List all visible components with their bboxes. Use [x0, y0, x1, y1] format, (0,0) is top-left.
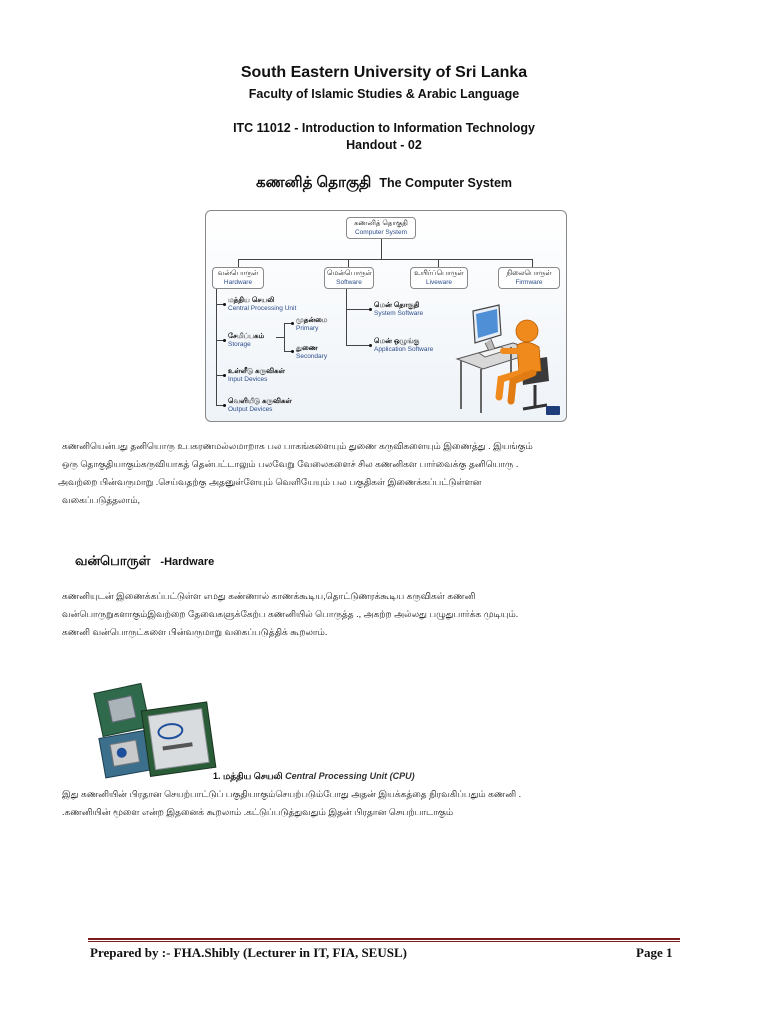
cpu-heading: [213, 771, 415, 783]
diagram-node-firmware: [498, 267, 560, 289]
leaf-label-english: Output Devices: [228, 406, 273, 413]
computer-system-diagram: [205, 210, 567, 422]
cpu-line: இது கணனியின் பிரதான செயற்பாட்டுப் பகுதியாகும்செயற்படும்போது அதன் இயக்கத்தை நிரவகிப்பதும் கணனி .: [62, 789, 522, 799]
corner-logo-icon: [546, 406, 560, 415]
hardware-paragraph: [62, 587, 702, 641]
diagram-node-software: [324, 267, 374, 289]
intro-line: அவற்றை பின்வருமாறு .செய்வதற்கு அதனுள்ளேயும் வெளியேயும் பல பகுதிகள் இணைக்கப்பட்டுள்ளன: [58, 477, 482, 487]
leaf-label-tamil: மென் ஒழுங்கு: [374, 338, 420, 345]
faculty-title: Faculty of Islamic Studies & Arabic Language: [248, 87, 520, 101]
computer-system-tamil: கணனித் தொகுதி: [255, 174, 372, 191]
leaf-label-tamil: உள்ளீடு கருவிகள்: [228, 368, 285, 375]
cpu-heading-tamil: மத்திய செயலி: [223, 771, 283, 781]
person-at-computer-illustration: [451, 301, 563, 417]
diagram-node-hardware: [212, 267, 264, 289]
node-label-english: Software: [336, 279, 362, 286]
leaf-label-english: Secondary: [296, 353, 328, 360]
node-label-tamil: மென்பொருள்: [327, 270, 372, 277]
node-label-tamil: நிலைபொருள்: [506, 270, 552, 277]
footer-rule: [88, 938, 680, 940]
cpu-chips-photo: [88, 680, 220, 782]
leaf-label-english: Storage: [228, 341, 251, 348]
computer-system-english: The Computer System: [379, 176, 513, 190]
diagram-leaf-storage: [228, 333, 264, 349]
intro-line: ஒரு தொகுதியாகும்கருவியாகத் தென்பட்டாலும் பலவேறு வேலைகளைச் சில கணனிகள பார்வைக்கு தனியொரு .: [62, 459, 519, 469]
footer-page-number: Page 1: [636, 945, 673, 960]
section-title-computer-system: [0, 174, 768, 193]
footer-rule-thin: [88, 941, 680, 942]
hardware-line: கணனி வன்பொருட்களை பின்வருமாறு வகைப்படுத்திக் கூறலாம்.: [62, 627, 328, 637]
node-label-tamil: வன்பொருள்: [217, 270, 259, 277]
hardware-line: வன்பொருறுகளாகும்இவற்றை தேவைகளுக்கேற்ப கணனியில் பொருத்த ., அகற்ற அல்லது பழுதுபார்க்க முடியும்.: [62, 609, 519, 619]
intro-line: கணனியென்பது தனியொரு உபகரணமல்லமாறாக பல பாகங்களையும் துணை கருவிகளையும் இணைத்து . இயங்கும்: [62, 441, 533, 451]
hardware-heading: [75, 553, 214, 570]
leaf-label-tamil: மென் தொகுதி: [374, 302, 420, 309]
leaf-label-english: System Software: [374, 310, 424, 317]
leaf-label-english: Primary: [296, 325, 319, 332]
handout-title: Handout - 02: [346, 138, 422, 152]
hardware-line: கணனியுடன் இணைக்கப்பட்டுள்ள எமது கண்ணால் காணக்கூடிய,தொட்டுணரக்கூடிய கருவிகள் கணனி: [62, 591, 476, 601]
diagram-leaf-secondary: [296, 345, 327, 361]
node-label-english: Firmware: [515, 279, 543, 286]
node-label-tamil: உயிர்ப்பொருள்: [414, 270, 464, 277]
diagram-leaf-output-devices: [228, 398, 292, 414]
diagram-node-liveware: [410, 267, 468, 289]
leaf-label-english: Input Devices: [228, 376, 268, 383]
cpu-heading-english: Central Processing Unit (CPU): [285, 771, 415, 781]
node-label-english: Hardware: [223, 279, 253, 286]
leaf-label-tamil: துணை: [296, 345, 318, 352]
diagram-leaf-input-devices: [228, 368, 285, 384]
node-label-tamil: கணனித் தொகுதி: [354, 220, 408, 227]
diagram-node-computer-system: [346, 217, 416, 239]
leaf-label-tamil: முதன்மை: [296, 317, 328, 324]
diagram-leaf-primary: [296, 317, 327, 333]
diagram-leaf-system-software: [374, 302, 423, 318]
hardware-heading-tamil: வன்பொருள்: [75, 553, 151, 568]
intro-line: வகைப்படுத்தலாம்,: [62, 495, 140, 505]
diagram-leaf-cpu: [228, 297, 296, 313]
footer-prepared-by: Prepared by :- FHA.Shibly (Lecturer in IT, FIA, SEUSL): [90, 945, 407, 960]
node-label-english: Liveware: [425, 279, 452, 286]
diagram-leaf-application-software: [374, 338, 433, 354]
university-title: South Eastern University of Sri Lanka: [240, 64, 528, 81]
node-label-english: Computer System: [354, 229, 408, 236]
leaf-label-english: Central Processing Unit: [228, 305, 297, 312]
intro-paragraph: [58, 437, 702, 509]
leaf-label-tamil: வெளியீடு கருவிகள்: [228, 398, 292, 405]
leaf-label-tamil: மத்திய செயலி: [228, 297, 275, 304]
course-title: ITC 11012 - Introduction to Information Technology: [233, 121, 535, 135]
cpu-heading-number: 1.: [213, 771, 221, 781]
cpu-line: .கணனியின் மூளை என்ற இதனைக் கூறலாம் .கட்டுப்படுத்துவதும் இதன் பிரதான செயற்பாடாகும்: [62, 807, 454, 817]
leaf-label-tamil: சேமிப்பகம்: [228, 333, 265, 340]
cpu-paragraph: [62, 785, 702, 821]
leaf-label-english: Application Software: [374, 346, 434, 353]
hardware-heading-english: -Hardware: [160, 556, 215, 568]
